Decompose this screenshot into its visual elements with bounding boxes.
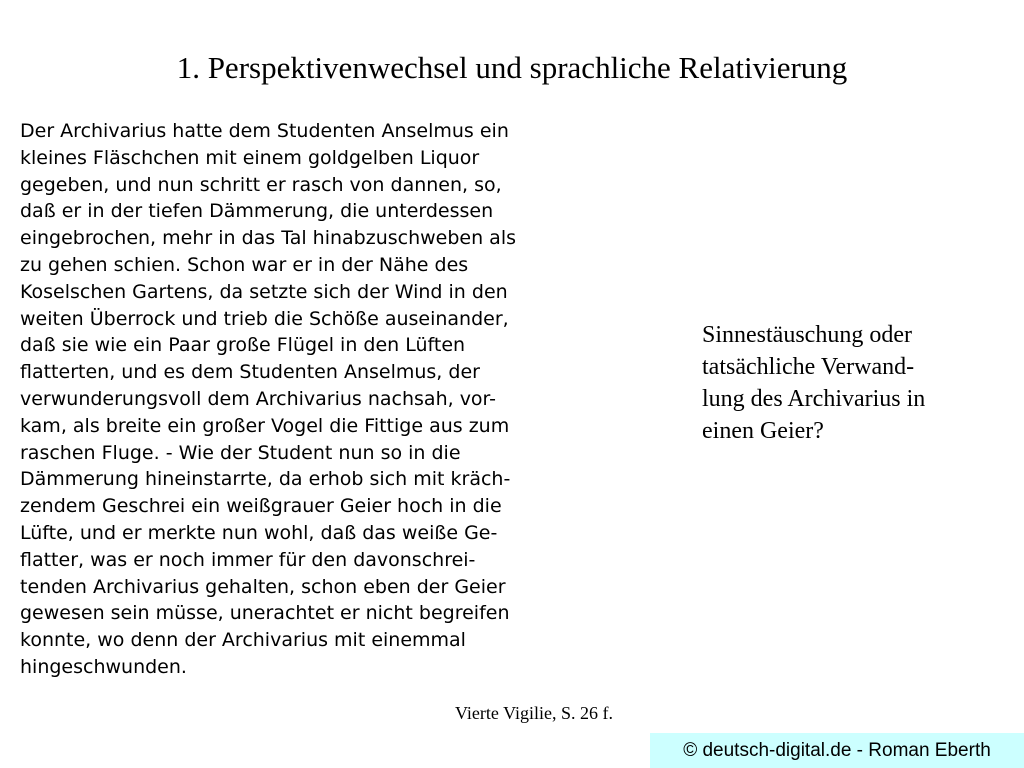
quote-line: Der Archivarius hatte dem Studenten Anselmus ein: [20, 120, 509, 142]
quote-line: flatterten, und es dem Studenten Anselmus, der: [20, 361, 480, 384]
quote-line: zu gehen schien. Schon war er in der Nähe des: [20, 253, 469, 276]
quote-text: [20, 118, 640, 681]
quote-line: Lüfte, und er merkte nun wohl, daß das weiße Ge-: [20, 521, 498, 544]
quote-line: gegeben, und nun schritt er rasch von dannen, so,: [20, 173, 502, 196]
quote-line: Dämmerung hineinstarrte, da erhob sich mit kräch-: [20, 468, 511, 491]
quote-line: kleines Fläschchen mit einem goldgelben Liquor: [20, 146, 480, 169]
quote-line: raschen Fluge. - Wie der Student nun so in die: [20, 441, 461, 464]
quote-line: weiten Überrock und trieb die Schöße auseinander,: [20, 307, 509, 330]
copyright-footer: © deutsch-digital.de - Roman Eberth: [650, 733, 1024, 768]
side-question: [702, 319, 1002, 447]
slide-title: 1. Perspektivenwechsel und sprachliche Relativierung: [176, 50, 848, 85]
quote-line: hingeschwunden.: [20, 655, 187, 678]
side-question-line: einen Geier?: [702, 418, 824, 444]
quote-line: flatter, was er noch immer für den davonschrei-: [20, 548, 476, 571]
quote-line: daß er in der tiefen Dämmerung, die unterdessen: [20, 200, 494, 223]
source-citation: Vierte Vigilie, S. 26 f.: [455, 703, 613, 723]
quote-line: Koselschen Gartens, da setzte sich der Wind in den: [20, 280, 508, 303]
quote-line: tenden Archivarius gehalten, schon eben der Geier: [20, 575, 506, 598]
quote-line: gewesen sein müsse, unerachtet er nicht begreifen: [20, 602, 510, 625]
side-question-line: Sinnestäuschung oder: [702, 322, 912, 348]
quote-line: konnte, wo denn der Archivarius mit einemmal: [20, 629, 466, 652]
quote-line: zendem Geschrei ein weißgrauer Geier hoch in die: [20, 495, 502, 518]
quote-line: eingebrochen, mehr in das Tal hinabzuschweben als: [20, 227, 517, 250]
quote-line: kam, als breite ein großer Vogel die Fittige aus zum: [20, 414, 510, 437]
side-question-line: tatsächliche Verwand-: [702, 354, 915, 380]
side-question-line: lung des Archivarius in: [702, 386, 926, 412]
quote-line: verwunderungsvoll dem Archivarius nachsah, vor-: [20, 387, 497, 410]
quote-line: daß sie wie ein Paar große Flügel in den Lüften: [20, 334, 466, 357]
